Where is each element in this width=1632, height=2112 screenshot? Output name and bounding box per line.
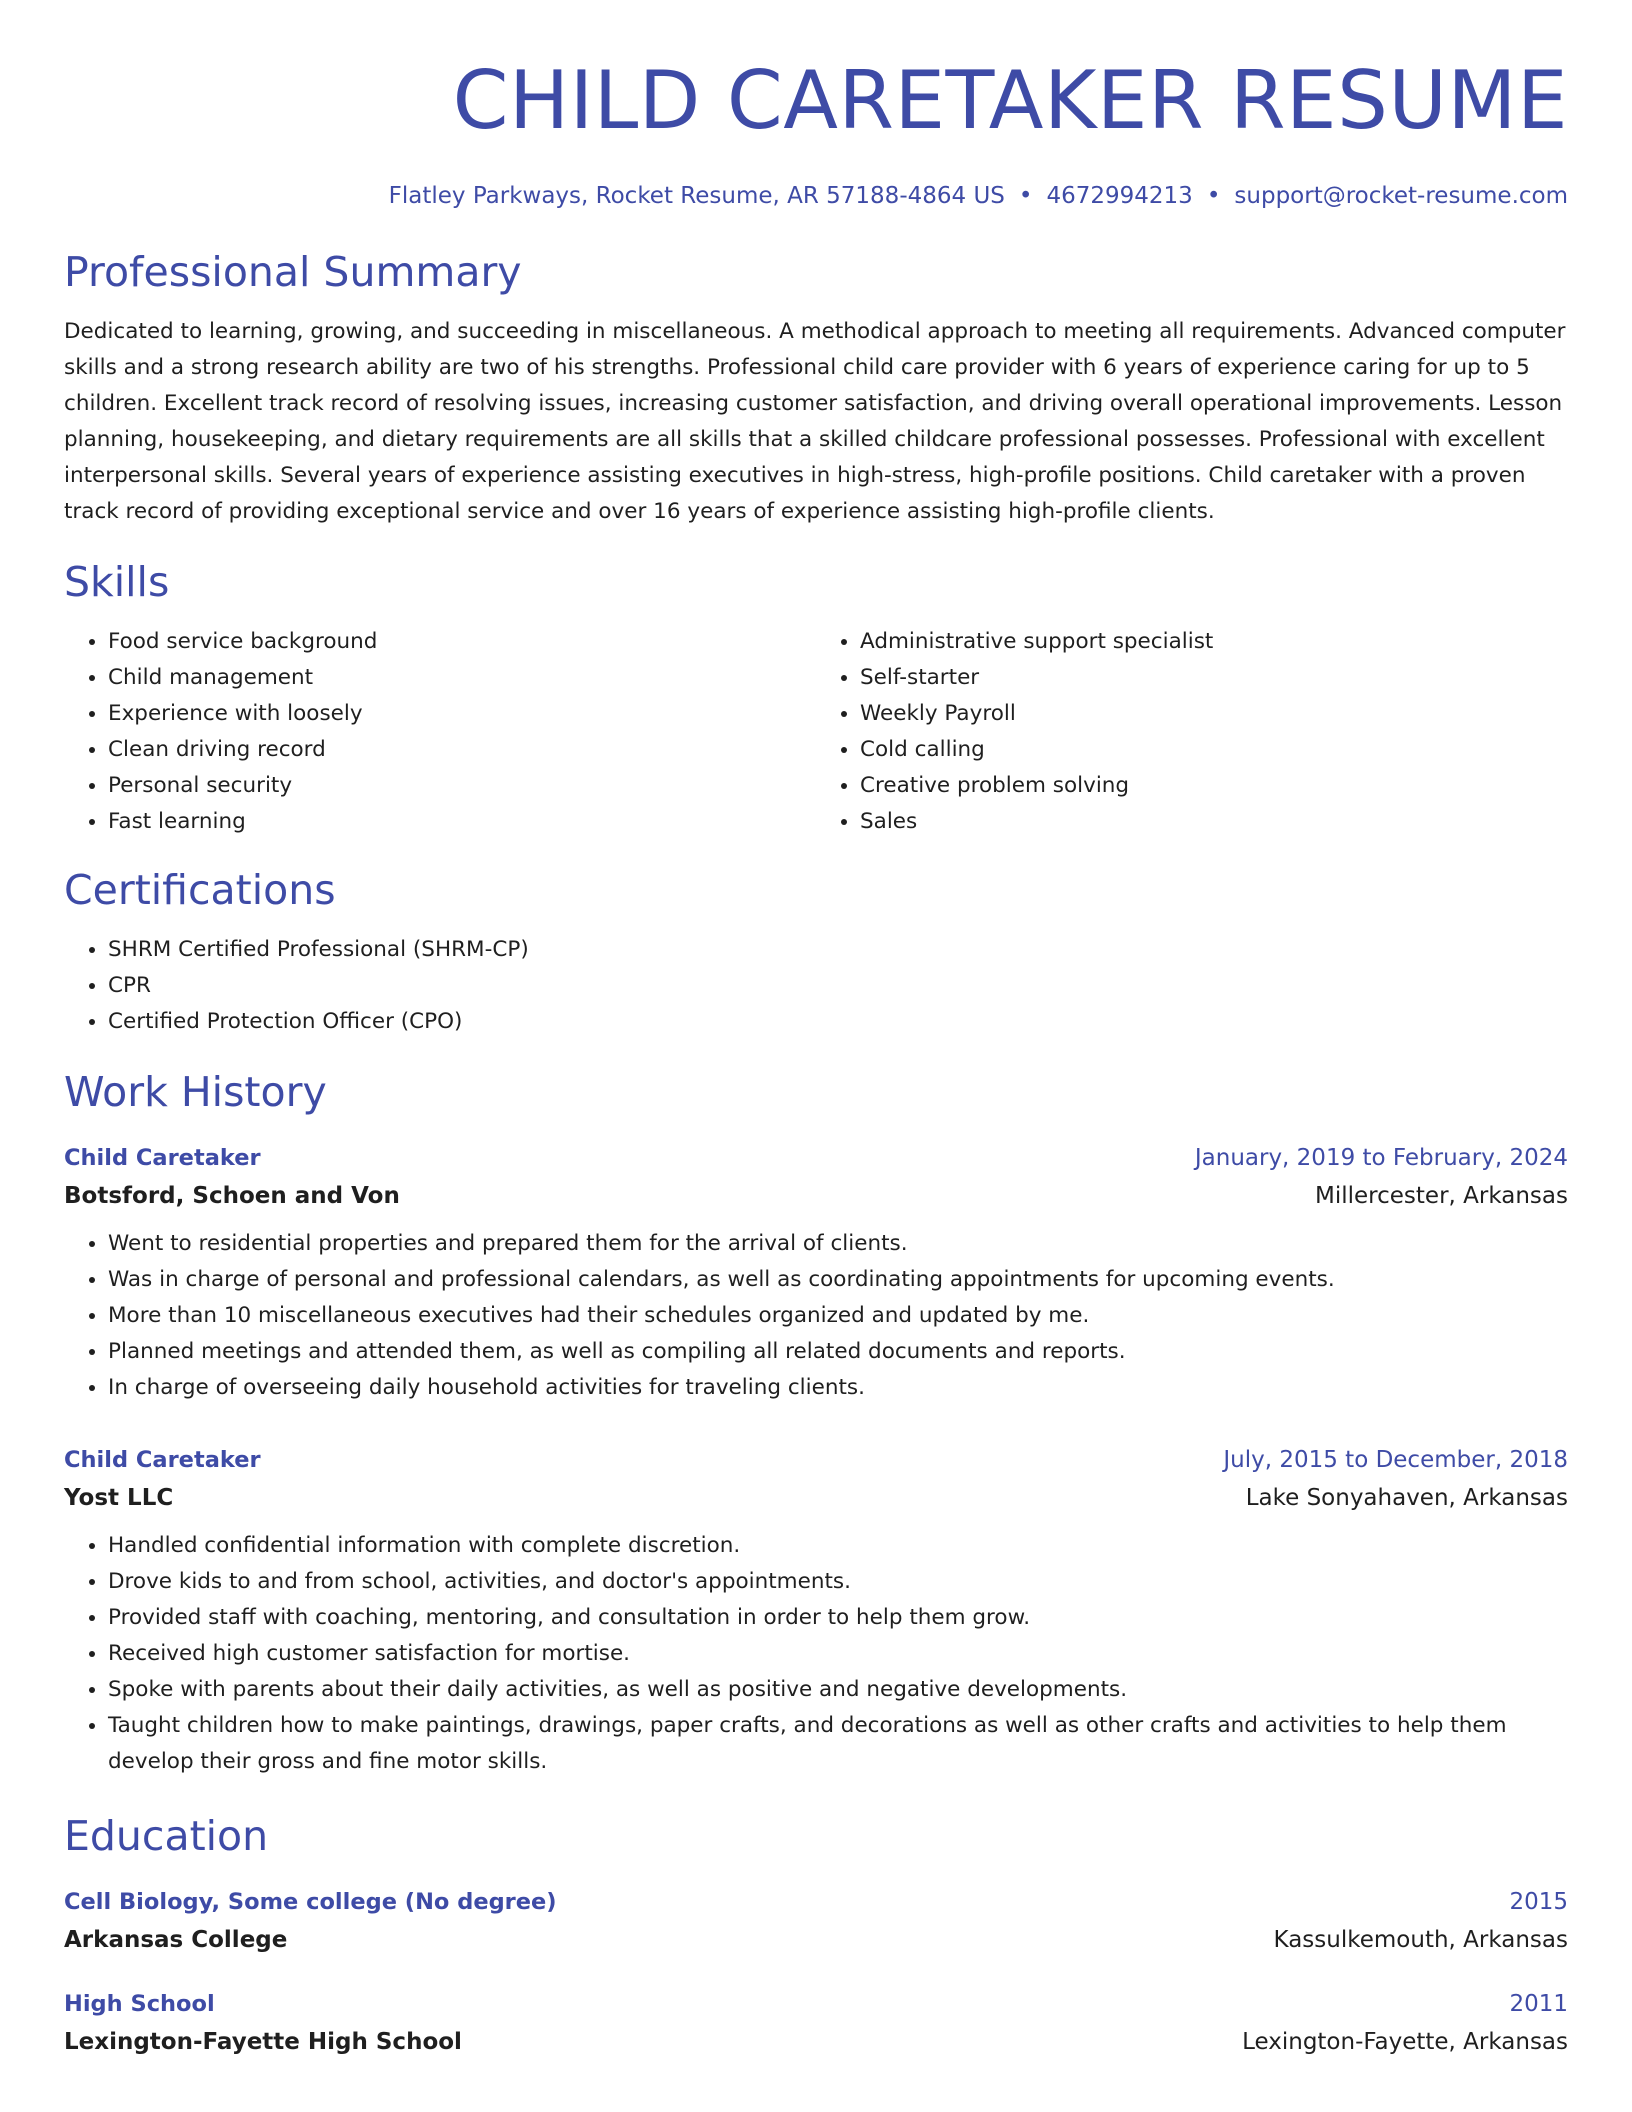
education-entry [64, 1884, 1568, 1960]
contact-email: support@rocket-resume.com [1234, 183, 1568, 209]
education-school: Arkansas College [64, 1927, 288, 1953]
job-bullet: • Spoke with parents about their daily activities, as well as positive and negative developments. [108, 1672, 1568, 1708]
job-dates: January, 2019 to February, 2024 [1194, 1145, 1568, 1171]
certifications-heading: Certifications [64, 866, 336, 914]
education-school: Lexington-Fayette High School [64, 2029, 462, 2055]
job-bullet: • Drove kids to and from school, activities, and doctor's appointments. [108, 1564, 1568, 1600]
job-bullet: • More than 10 miscellaneous executives had their schedules organized and updated by me. [108, 1298, 1568, 1334]
contact-address: Flatley Parkways, Rocket Resume, AR 57188-4864 US [388, 183, 1005, 209]
job-bullets [64, 1226, 1568, 1406]
job-bullet: • Taught children how to make paintings, drawings, paper crafts, and decorations as well as other crafts and activities to help them develop their gross and fine motor skills. [108, 1708, 1568, 1780]
certification-item: • SHRM Certified Professional (SHRM-CP) [108, 932, 1568, 968]
job-location: Lake Sonyahaven, Arkansas [1245, 1485, 1568, 1511]
job-dates: July, 2015 to December, 2018 [1223, 1447, 1568, 1473]
skill-item: • Clean driving record [108, 732, 816, 768]
job-location: Millercester, Arkansas [1315, 1183, 1568, 1209]
job-bullet: • Received high customer satisfaction for mortise. [108, 1636, 1568, 1672]
education-header-row [64, 1986, 1568, 2022]
job-entry [64, 1442, 1568, 1780]
skill-item: • Fast learning [108, 804, 816, 840]
education-year: 2015 [1509, 1889, 1568, 1915]
contact-separator: • [1206, 183, 1221, 209]
job-company-row [64, 1478, 1568, 1518]
skill-item: • Child management [108, 660, 816, 696]
job-bullet: • Planned meetings and attended them, as well as compiling all related documents and reports. [108, 1334, 1568, 1370]
education-location: Kassulkemouth, Arkansas [1273, 1927, 1568, 1953]
work-history-heading: Work History [64, 1068, 327, 1116]
skill-item: • Cold calling [860, 732, 1568, 768]
skills-heading: Skills [64, 558, 170, 606]
job-role: Child Caretaker [64, 1447, 261, 1473]
contact-line [64, 180, 1568, 212]
summary-heading: Professional Summary [64, 248, 522, 296]
job-bullet: • Handled confidential information with complete discretion. [108, 1528, 1568, 1564]
education-header-row [64, 1884, 1568, 1920]
job-company-row [64, 1176, 1568, 1216]
job-header-row [64, 1140, 1568, 1176]
job-bullet: • In charge of overseeing daily household activities for traveling clients. [108, 1370, 1568, 1406]
education-year: 2011 [1509, 1991, 1568, 2017]
education-degree: Cell Biology, Some college (No degree) [64, 1889, 557, 1915]
skill-item: • Self-starter [860, 660, 1568, 696]
education-school-row [64, 2022, 1568, 2062]
job-header-row [64, 1442, 1568, 1478]
job-bullets [64, 1528, 1568, 1780]
skills-grid [64, 624, 1568, 840]
job-role: Child Caretaker [64, 1145, 261, 1171]
skill-item: • Personal security [108, 768, 816, 804]
job-bullet: • Went to residential properties and prepared them for the arrival of clients. [108, 1226, 1568, 1262]
skill-item: • Weekly Payroll [860, 696, 1568, 732]
resume-title: CHILD CARETAKER RESUME [452, 54, 1568, 147]
contact-phone: 4672994213 [1046, 183, 1193, 209]
job-bullet: • Provided staff with coaching, mentoring, and consultation in order to help them grow. [108, 1600, 1568, 1636]
skill-item: • Creative problem solving [860, 768, 1568, 804]
job-company: Yost LLC [64, 1485, 174, 1511]
education-entry [64, 1986, 1568, 2062]
certification-item: • CPR [108, 968, 1568, 1004]
skill-item: • Sales [860, 804, 1568, 840]
job-bullet: • Was in charge of personal and professional calendars, as well as coordinating appointments for upcoming events. [108, 1262, 1568, 1298]
skill-item: • Administrative support specialist [860, 624, 1568, 660]
skills-list-right [816, 624, 1568, 840]
skills-list-left [64, 624, 816, 840]
skill-item: • Experience with loosely [108, 696, 816, 732]
job-company: Botsford, Schoen and Von [64, 1183, 400, 1209]
summary-text: Dedicated to learning, growing, and succeeding in miscellaneous. A methodical approach to meeting all requirements. Advanced computer skills and a strong research ability are two of his strengths. Professional child care provider with 6 years of experience caring for up to 5 children. Excellent track record of resolving issues, increasing customer satisfaction, and driving overall operational improvements. Lesson planning, housekeeping, and dietary requirements are all skills that a skilled childcare professional possesses. Professional with excellent interpersonal skills. Several years of experience assisting executives in high-stress, high-profile positions. Child caretaker with a proven track record of providing exceptional service and over 16 years of experience assisting high-profile clients. [64, 319, 1566, 524]
job-entry [64, 1140, 1568, 1406]
certification-item: • Certified Protection Officer (CPO) [108, 1004, 1568, 1040]
contact-separator: • [1018, 183, 1033, 209]
education-location: Lexington-Fayette, Arkansas [1242, 2029, 1568, 2055]
education-degree: High School [64, 1991, 215, 2017]
certifications-list [64, 932, 1568, 1040]
education-heading: Education [64, 1812, 269, 1860]
education-school-row [64, 1920, 1568, 1960]
skill-item: • Food service background [108, 624, 816, 660]
